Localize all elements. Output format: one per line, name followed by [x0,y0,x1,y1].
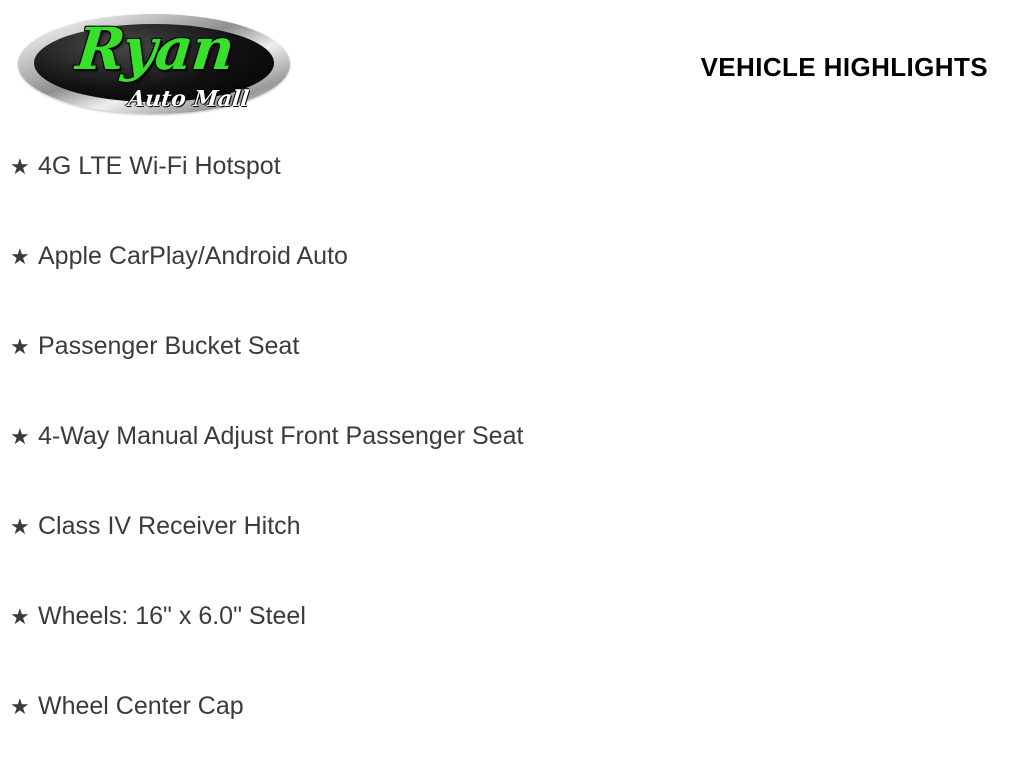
list-item-label: 4-Way Manual Adjust Front Passenger Seat [38,422,524,450]
star-icon: ★ [10,694,30,719]
star-icon: ★ [10,604,30,629]
list-item-label: Passenger Bucket Seat [38,332,300,360]
logo-brand-subtitle: Auto Mall [126,86,251,112]
logo-brand-word: Ryan [73,15,237,83]
list-item-label: 4G LTE Wi-Fi Hotspot [38,152,281,180]
star-icon: ★ [10,424,30,449]
vehicle-highlights-list [0,130,1024,782]
star-icon: ★ [10,514,30,539]
ryan-auto-mall-logo [18,8,290,120]
list-item [0,692,1024,782]
list-item [0,602,1024,692]
list-item-label: Class IV Receiver Hitch [38,512,301,540]
list-item [0,152,1024,242]
list-item [0,512,1024,602]
star-icon: ★ [10,154,30,179]
list-item [0,422,1024,512]
list-item [0,242,1024,332]
list-item-label: Wheel Center Cap [38,692,244,720]
list-item [0,332,1024,422]
star-icon: ★ [10,334,30,359]
page-header [0,0,1024,130]
page-title: VEHICLE HIGHLIGHTS [700,52,988,82]
list-item-label: Apple CarPlay/Android Auto [38,242,348,270]
star-icon: ★ [10,244,30,269]
list-item-label: Wheels: 16" x 6.0" Steel [38,602,306,630]
